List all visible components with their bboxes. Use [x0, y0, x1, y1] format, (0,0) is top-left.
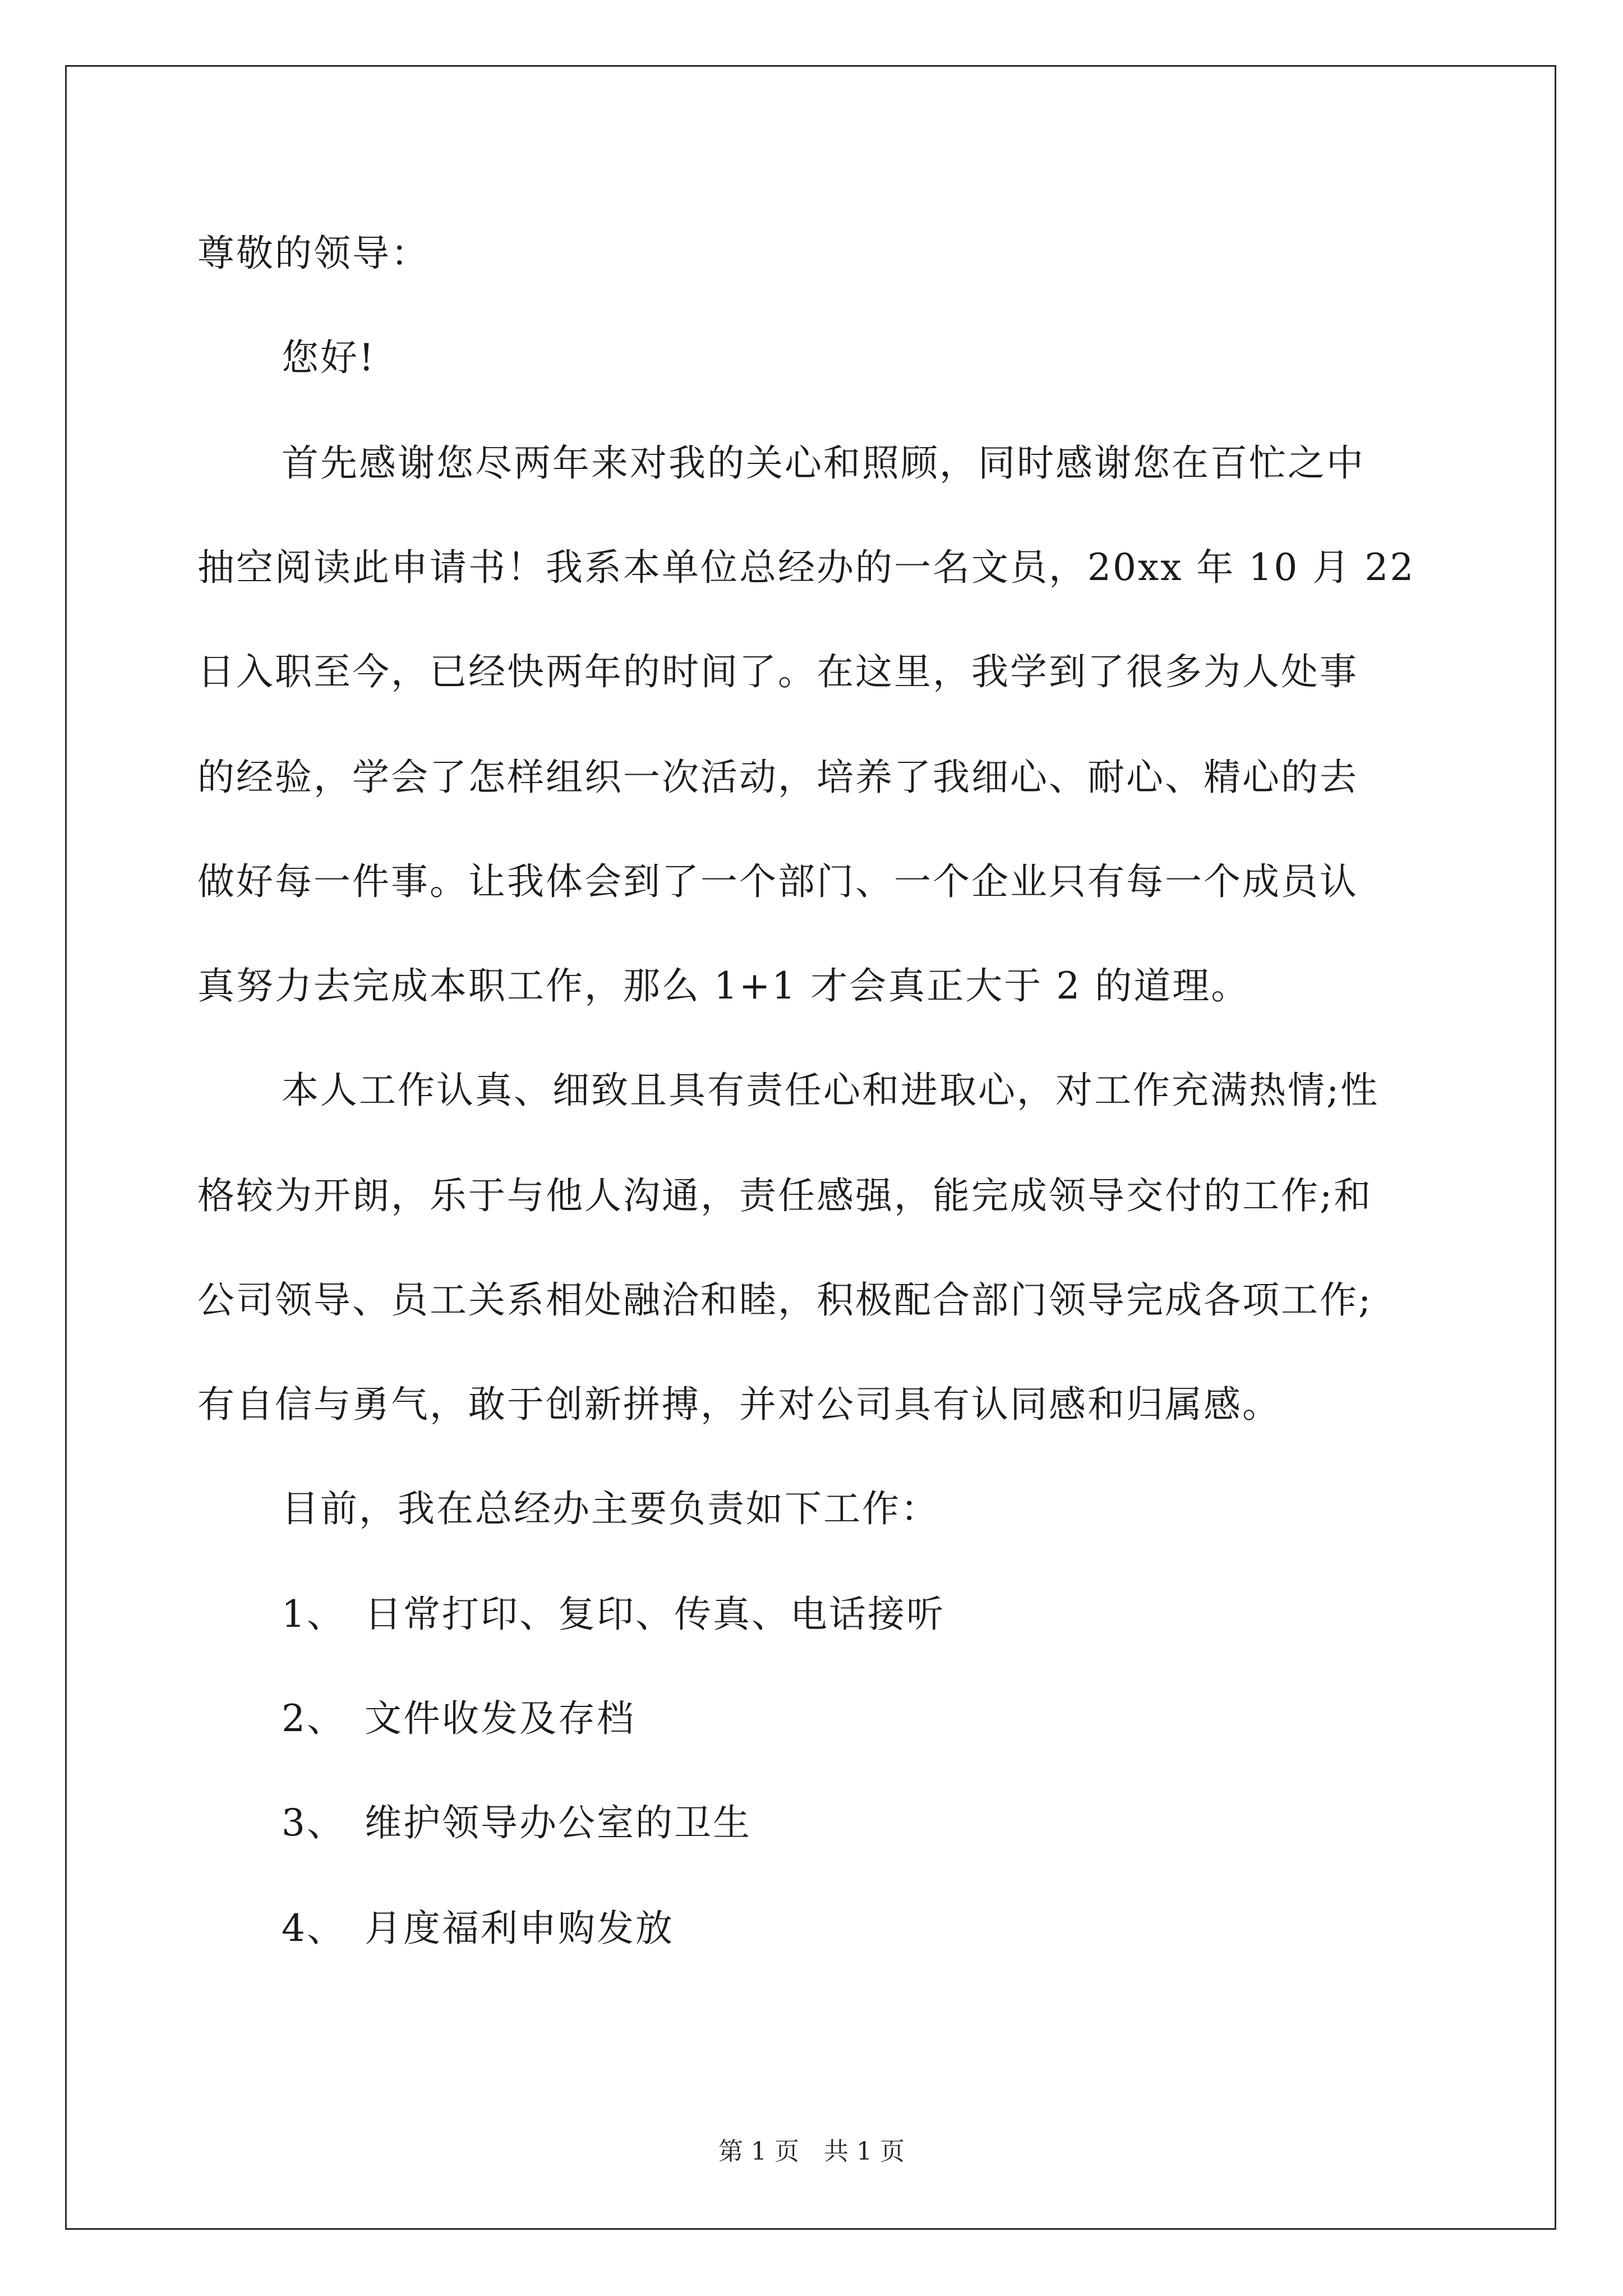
- paragraph-2-line-2: 格较为开朗，乐于与他人沟通，责任感强，能完成领导交付的工作;和: [197, 1174, 1373, 1217]
- greeting: 您好!: [282, 336, 376, 379]
- page-number-current: 第 1 页: [718, 2137, 799, 2166]
- task-item: [282, 1693, 635, 1745]
- task-number: 4、: [282, 1907, 345, 1950]
- paragraph-1-line-6: 真努力去完成本职工作，那么 1+1 才会真正大于 2 的道理。: [197, 964, 1250, 1007]
- paragraph-3: 目前，我在总经办主要负责如下工作：: [282, 1487, 939, 1530]
- paragraph-1-line-1: 首先感谢您尽两年来对我的关心和照顾，同时感谢您在百忙之中: [282, 441, 1365, 485]
- page-number-total: 共 1 页: [824, 2137, 905, 2166]
- page-footer: [0, 2135, 1623, 2169]
- task-item: [282, 1903, 674, 1954]
- task-text: 月度福利申购发放: [365, 1907, 674, 1950]
- paragraph-2-line-3: 公司领导、员工关系相处融洽和睦，积极配合部门领导完成各项工作;: [197, 1278, 1373, 1322]
- task-item: [282, 1797, 751, 1849]
- salutation: 尊敬的领导：: [197, 232, 430, 275]
- task-number: 3、: [282, 1801, 345, 1844]
- paragraph-1-line-3: 日入职至今，已经快两年的时间了。在这里，我学到了很多为人处事: [197, 650, 1358, 693]
- paragraph-1-line-2: 抽空阅读此申请书！我系本单位总经办的一名文员，20xx 年 10 月 22: [197, 546, 1415, 589]
- task-text: 维护领导办公室的卫生: [365, 1801, 751, 1844]
- paragraph-1-line-5: 做好每一件事。让我体会到了一个部门、一个企业只有每一个成员认: [197, 860, 1358, 903]
- task-number: 2、: [282, 1697, 345, 1740]
- task-item: [282, 1589, 945, 1640]
- paragraph-1-line-4: 的经验，学会了怎样组织一次活动，培养了我细心、耐心、精心的去: [197, 756, 1358, 799]
- task-text: 日常打印、复印、传真、电话接听: [365, 1593, 945, 1636]
- task-text: 文件收发及存档: [365, 1697, 635, 1740]
- paragraph-2-line-1: 本人工作认真、细致且具有责任心和进取心，对工作充满热情;性: [282, 1069, 1380, 1112]
- task-number: 1、: [282, 1593, 345, 1636]
- paragraph-2-line-4: 有自信与勇气，敢于创新拼搏，并对公司具有认同感和归属感。: [197, 1383, 1281, 1426]
